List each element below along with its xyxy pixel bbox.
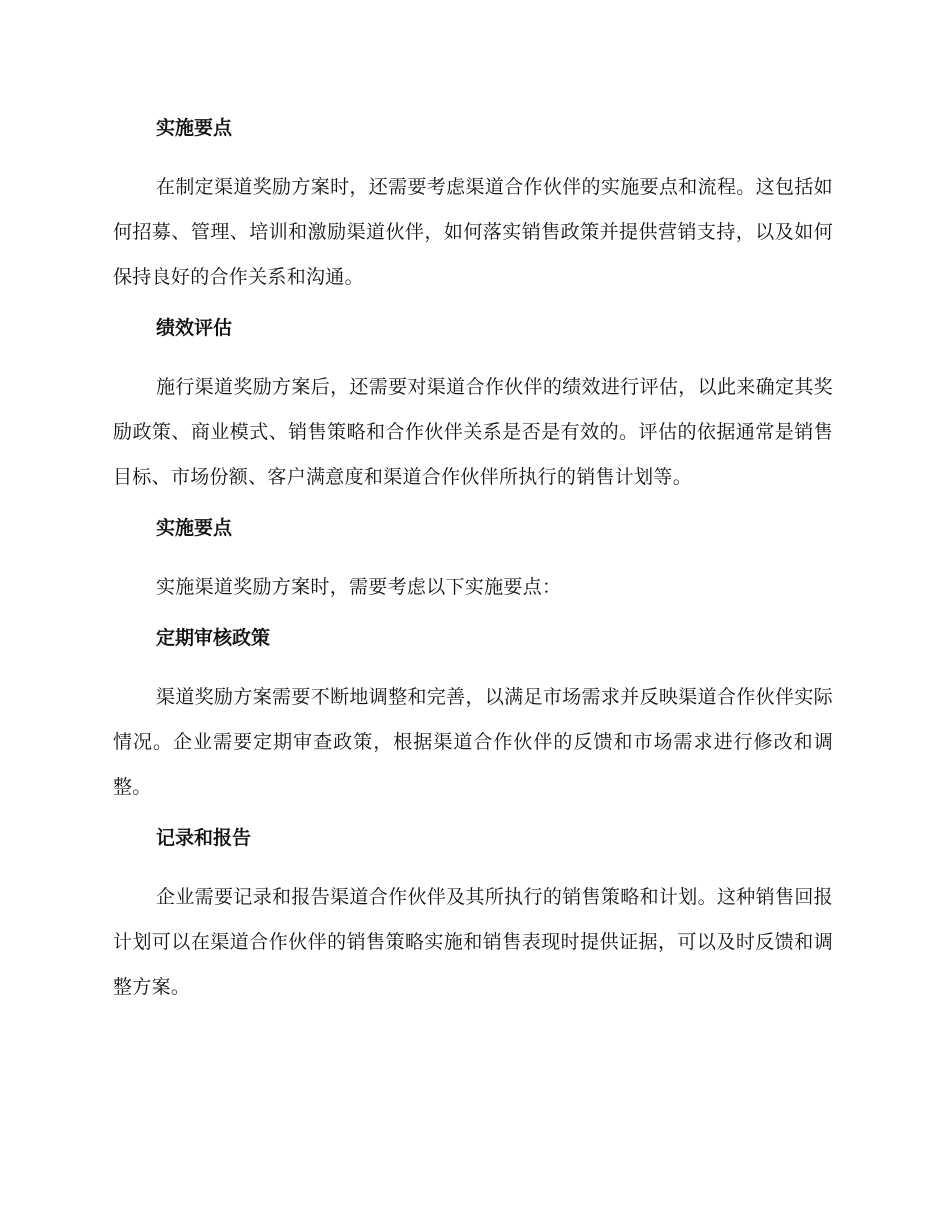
section-paragraph-implementation-2: 实施渠道奖励方案时，需要考虑以下实施要点： bbox=[156, 576, 562, 598]
section-heading-performance: 绩效评估 bbox=[156, 317, 233, 339]
section-heading-record-report: 记录和报告 bbox=[156, 827, 252, 849]
section-heading-implementation-2: 实施要点 bbox=[156, 517, 233, 539]
section-paragraph-record-report: 企业需要记录和报告渠道合作伙伴及其所执行的销售策略和计划。这种销售回报计划可以在渠道合作伙伴的销售策略实施和销售表现时提供证据，可以及时反馈和调整方案。 bbox=[113, 886, 833, 998]
section-heading-implementation: 实施要点 bbox=[156, 117, 233, 139]
document-body bbox=[113, 112, 833, 1022]
section-paragraph-performance: 施行渠道奖励方案后，还需要对渠道合作伙伴的绩效进行评估，以此来确定其奖励政策、商业模式、销售策略和合作伙伴关系是否是有效的。评估的依据通常是销售目标、市场份额、客户满意度和渠道合作伙伴所执行的销售计划等。 bbox=[113, 376, 833, 488]
section-paragraph-policy-review: 渠道奖励方案需要不断地调整和完善，以满足市场需求并反映渠道合作伙伴实际情况。企业需要定期审查政策，根据渠道合作伙伴的反馈和市场需求进行修改和调整。 bbox=[113, 686, 833, 798]
section-heading-policy-review: 定期审核政策 bbox=[156, 627, 271, 649]
section-paragraph-implementation: 在制定渠道奖励方案时，还需要考虑渠道合作伙伴的实施要点和流程。这包括如何招募、管理、培训和激励渠道伙伴，如何落实销售政策并提供营销支持，以及如何保持良好的合作关系和沟通。 bbox=[113, 176, 833, 288]
